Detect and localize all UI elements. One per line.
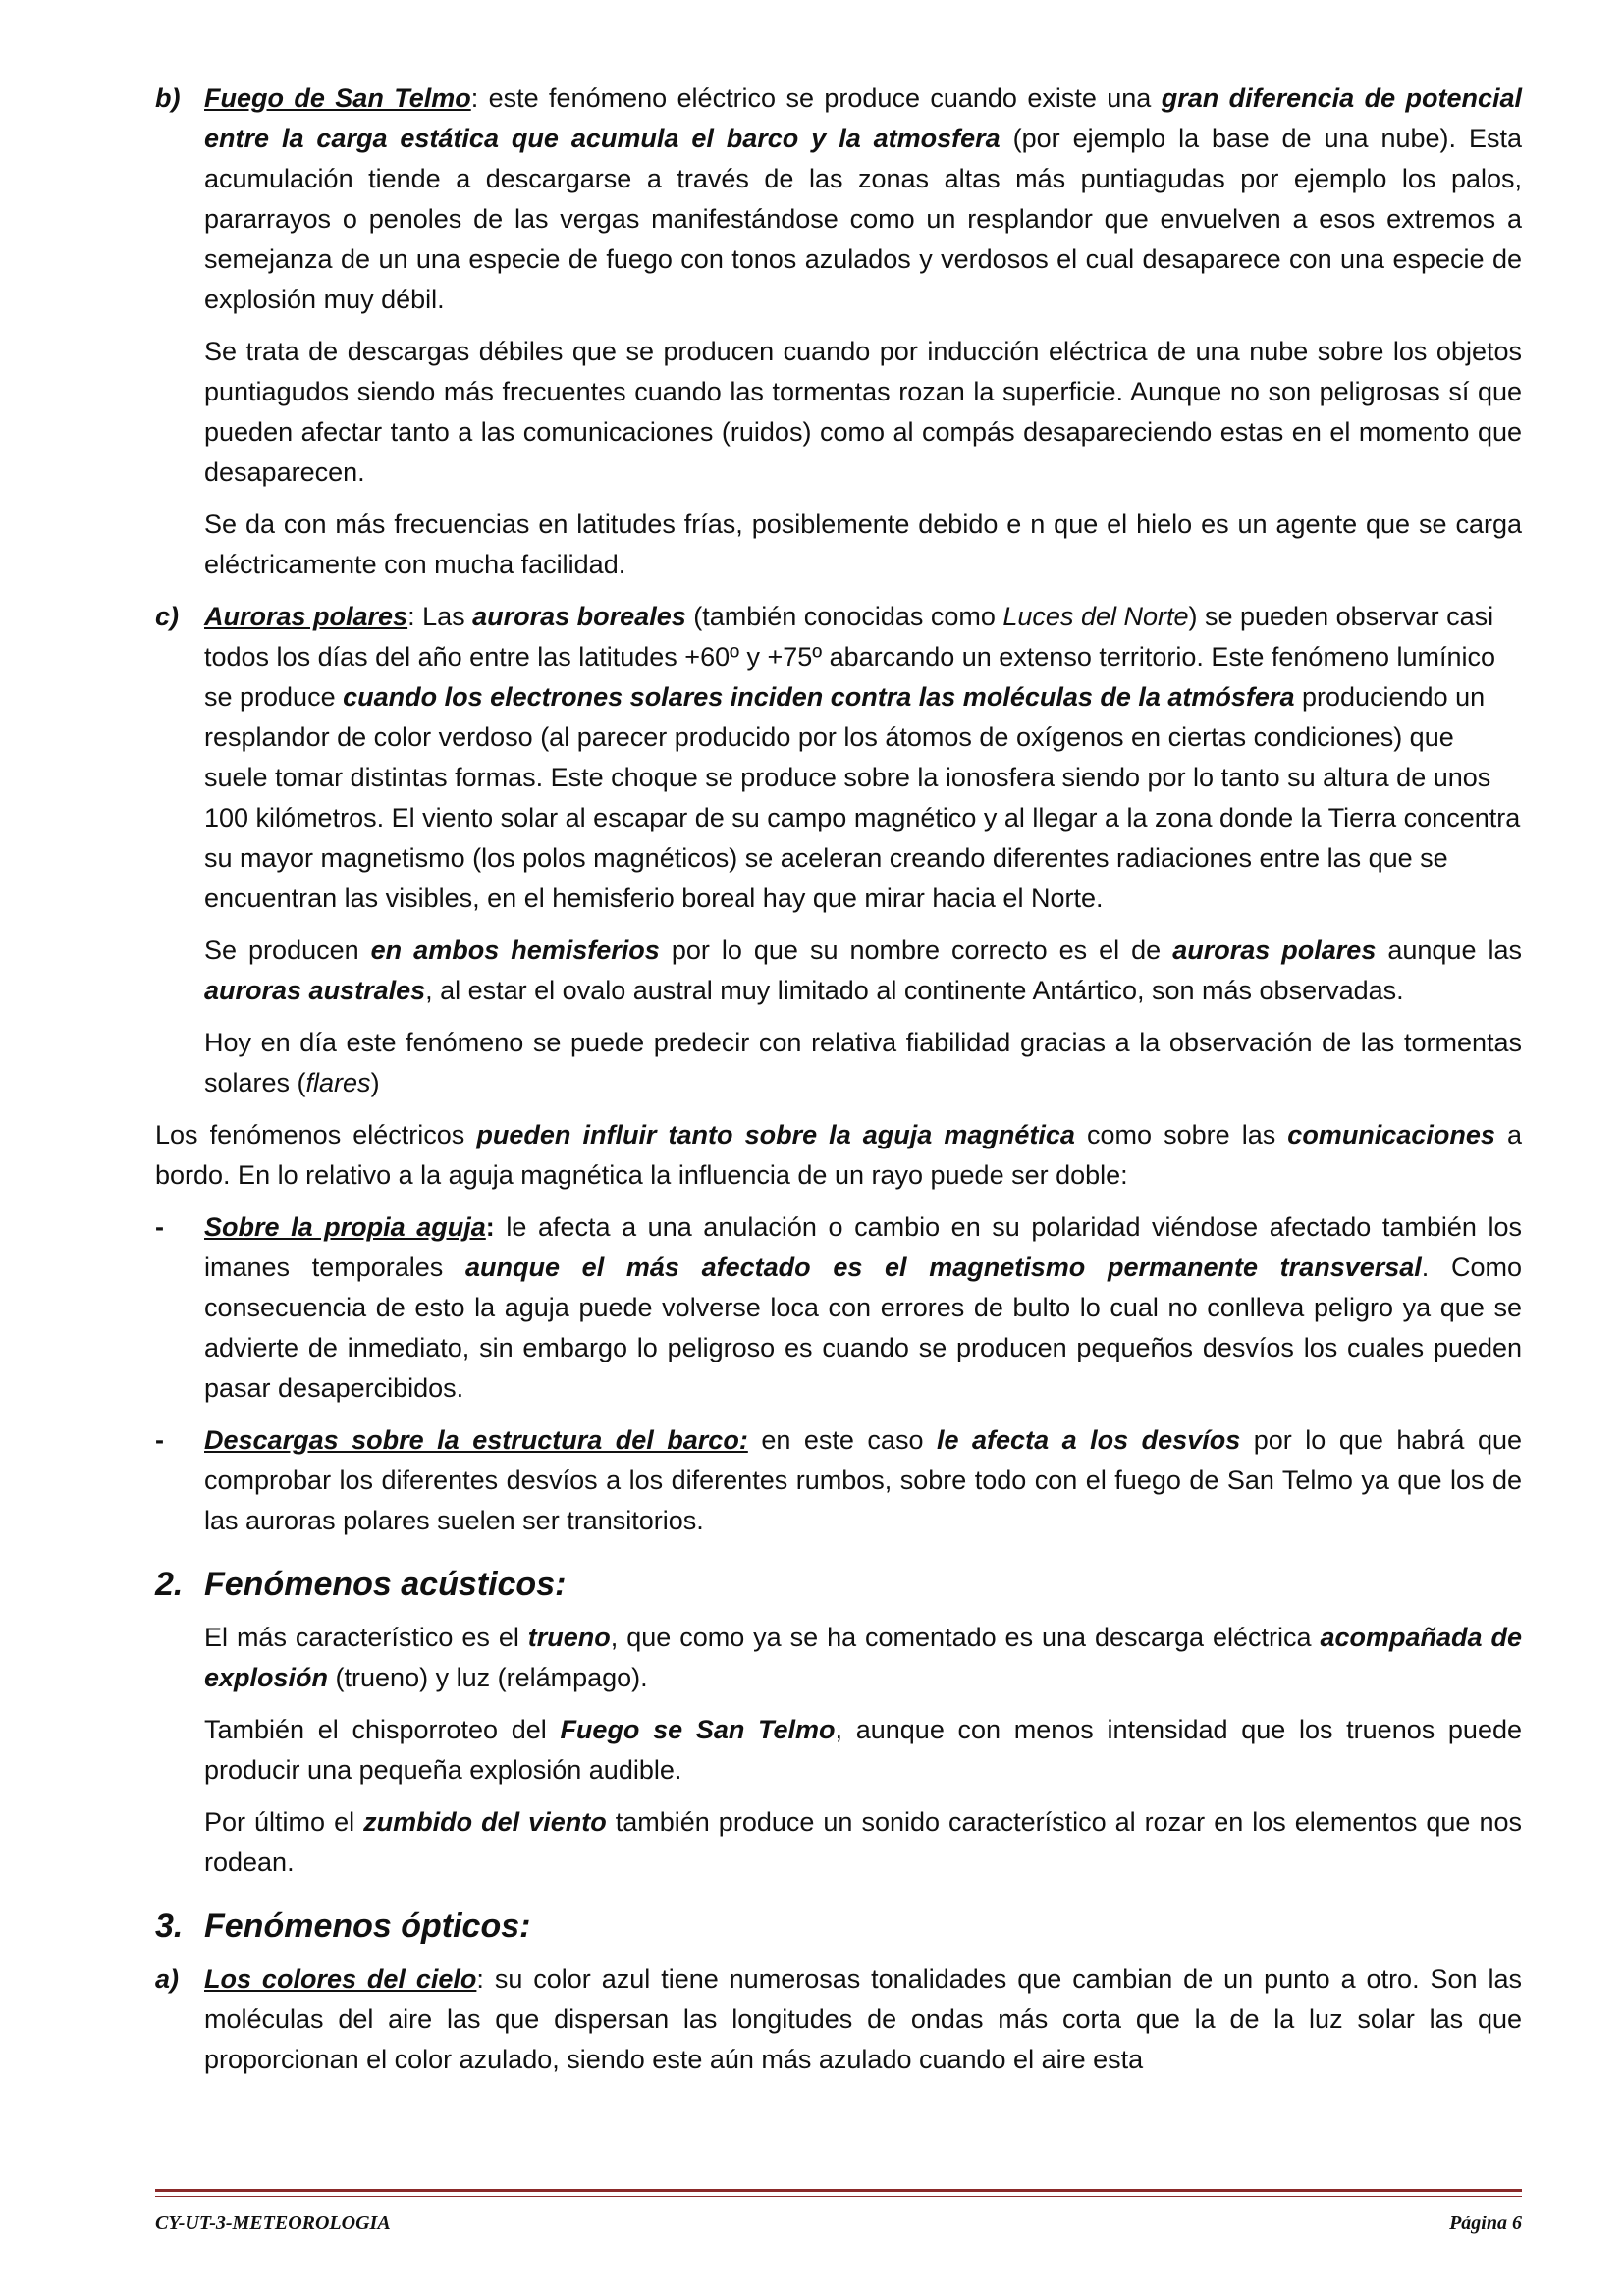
- paragraph: [204, 1420, 1522, 1541]
- paragraph: [155, 1618, 1522, 1698]
- text-run: a bordo. En lo relativo a la aguja magnética la influencia de un rayo puede ser doble:: [155, 1120, 1522, 1190]
- paragraph: [204, 597, 1522, 919]
- emphasis: auroras australes: [204, 976, 426, 1005]
- text-run: (trueno) y luz (relámpago).: [328, 1663, 648, 1692]
- bullet-dash: -: [155, 1425, 164, 1455]
- text-run: También el chisporroteo del: [204, 1715, 561, 1744]
- document-body: [155, 79, 1522, 2092]
- paragraph: [155, 1115, 1522, 1196]
- paragraph: [204, 79, 1522, 320]
- list-marker: b): [155, 83, 181, 113]
- text-run: (también conocidas como: [685, 602, 1003, 631]
- bullet-item: [155, 1420, 1522, 1541]
- text-run: como sobre las: [1074, 1120, 1288, 1149]
- text-run: también produce un sonido característico al rozar en los elementos que nos rodean.: [204, 1807, 1522, 1877]
- paragraph: [155, 1802, 1522, 1883]
- paragraph: Se da con más frecuencias en latitudes frías, posiblemente debido e n que el hielo es un agente que se carga eléctricamente con mucha facilidad.: [204, 509, 1522, 579]
- text-run: produciendo un resplandor de color verdoso (al parecer producido por los átomos de oxígenos en ciertas condiciones) que suele tomar distintas formas. Este choque se produce sobre la ionosfera siendo por lo tanto su altura de unos 100 kilómetros. El viento solar al escapar de su campo magnético y al llegar a la zona donde la Tierra concentra su mayor magnetismo (los polos magnéticos) se aceleran creando diferentes radiaciones entre las que se encuentran las visibles, en el hemisferio boreal hay que mirar hacia el Norte.: [204, 682, 1521, 913]
- text-run: : Las: [407, 602, 473, 631]
- text-run: en este caso: [747, 1425, 937, 1455]
- section-title: Fenómenos ópticos:: [204, 1907, 531, 1945]
- section-heading: [155, 1902, 1522, 1949]
- text-run: El más característico es el: [204, 1623, 528, 1652]
- list-item-a: [155, 1959, 1522, 2080]
- italic-text: Luces del Norte: [1002, 602, 1189, 631]
- item-title: Sobre la propia aguja: [204, 1212, 486, 1242]
- text-run: , aunque con menos intensidad que los truenos puede producir una pequeña explosión audible.: [204, 1715, 1522, 1785]
- footer-rule: [155, 2189, 1522, 2197]
- emphasis: auroras polares: [1172, 935, 1377, 965]
- list-item-b: [155, 79, 1522, 320]
- item-title: Auroras polares: [204, 602, 408, 631]
- text-run: Hoy en día este fenómeno se puede predecir con relativa fiabilidad gracias a la observación de las tormentas solares (: [204, 1028, 1522, 1097]
- section-title: Fenómenos acústicos:: [204, 1566, 567, 1603]
- emphasis: le afecta a los desvíos: [937, 1425, 1241, 1455]
- list-item-c: [155, 597, 1522, 919]
- bullet-dash: -: [155, 1212, 164, 1242]
- item-title: Los colores del cielo: [204, 1964, 477, 1994]
- section-number: 3.: [155, 1907, 184, 1945]
- paragraph: [155, 931, 1522, 1011]
- paragraph: [204, 1959, 1522, 2080]
- paragraph: [155, 1710, 1522, 1790]
- emphasis: acompañada de explosión: [204, 1623, 1522, 1692]
- emphasis: gran diferencia de potencial entre la carga estática que acumula el barco y la atmosfera: [204, 83, 1523, 153]
- emphasis: auroras boreales: [472, 602, 686, 631]
- paragraph: [155, 1023, 1522, 1103]
- text-run: . Como consecuencia de esto la aguja puede volverse loca con errores de bulto lo cual no conlleva peligro ya que se advierte de inmediato, sin embargo lo peligroso es cuando se producen pequeños desvíos los cuales pueden pasar desapercibidos.: [204, 1253, 1523, 1403]
- emphasis: comunicaciones: [1287, 1120, 1495, 1149]
- text-run: :: [485, 1212, 495, 1242]
- text-run: por lo que su nombre correcto es el de: [659, 935, 1173, 965]
- item-title: Fuego de San Telmo: [204, 83, 471, 113]
- text-run: , al estar el ovalo austral muy limitado al continente Antártico, son más observadas.: [425, 976, 1404, 1005]
- paragraph: Se trata de descargas débiles que se producen cuando por inducción eléctrica de una nube sobre los objetos puntiagudos siendo más frecuentes cuando las tormentas rozan la superficie. Aunque no son peligrosas sí que pueden afectar tanto a las comunicaciones (ruidos) como al compás desapareciendo estas en el momento que desaparecen.: [204, 337, 1522, 487]
- emphasis: zumbido del viento: [363, 1807, 607, 1837]
- emphasis: Fuego se San Telmo: [560, 1715, 836, 1744]
- text-run: Los fenómenos eléctricos: [155, 1120, 477, 1149]
- text-run: le afecta a una anulación o cambio en su polaridad viéndose afectado también los imanes temporales: [204, 1212, 1523, 1282]
- emphasis: en ambos hemisferios: [370, 935, 660, 965]
- emphasis: pueden influir tanto sobre la aguja magnética: [476, 1120, 1075, 1149]
- emphasis: trueno: [527, 1623, 611, 1652]
- section-number: 2.: [155, 1566, 184, 1603]
- text-run: , que como ya se ha comentado es una descarga eléctrica: [610, 1623, 1321, 1652]
- item-title: Descargas sobre la estructura del barco:: [204, 1425, 748, 1455]
- text-run: aunque las: [1376, 935, 1522, 965]
- text-run: Por último el: [204, 1807, 364, 1837]
- text-run: ): [370, 1068, 380, 1097]
- paragraph: [204, 1207, 1522, 1409]
- text-run: : su color azul tiene numerosas tonalidades que cambian de un punto a otro. Son las moléculas del aire las que dispersan las longitudes de ondas más corta que la de la luz solar las que proporcionan el color azulado, siendo este aún más azulado cuando el aire esta: [204, 1964, 1522, 2074]
- text-run: : este fenómeno eléctrico se produce cuando existe una: [470, 83, 1162, 113]
- text-run: ) se pueden observar casi todos los días del año entre las latitudes +60º y +75º abarcando un extenso territorio. Este fenómeno lumínico se produce: [204, 602, 1496, 712]
- text-run: por lo que habrá que comprobar los diferentes desvíos a los diferentes rumbos, sobre todo con el fuego de San Telmo ya que los de las auroras polares suelen ser transitorios.: [204, 1425, 1523, 1535]
- footer-page-number: Página 6: [1449, 2213, 1522, 2234]
- list-marker: a): [155, 1964, 180, 1994]
- footer-document-code: CY-UT-3-METEOROLOGIA: [155, 2213, 391, 2234]
- italic-text: flares: [305, 1068, 371, 1097]
- text-run: (por ejemplo la base de una nube). Esta acumulación tiende a descargarse a través de las zonas altas más puntiagudas por ejemplo los palos, pararrayos o penoles de las vergas manifestándose como un resplandor que envuelven a esos extremos a semejanza de un una especie de fuego con tonos azulados y verdosos el cual desaparece con una especie de explosión muy débil.: [204, 124, 1522, 314]
- section-heading: [155, 1561, 1522, 1608]
- text-run: Se producen: [204, 935, 371, 965]
- bullet-item: [155, 1207, 1522, 1409]
- emphasis: aunque el más afectado es el magnetismo permanente transversal: [464, 1253, 1422, 1282]
- emphasis: cuando los electrones solares inciden contra las moléculas de la atmósfera: [343, 682, 1295, 712]
- list-marker: c): [155, 602, 180, 631]
